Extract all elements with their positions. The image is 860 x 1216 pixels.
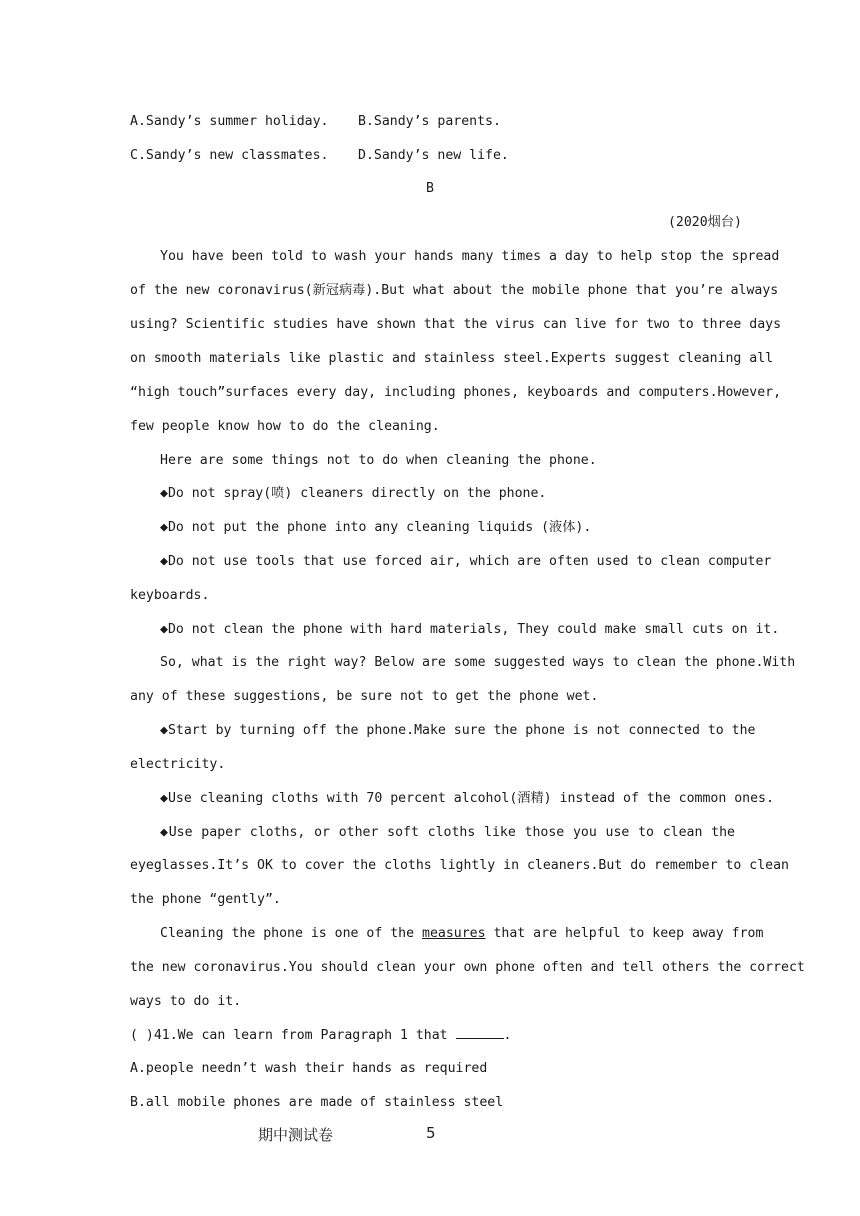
do-item-3-line2: eyeglasses.It’s OK to cover the cloths lightly in cleaners.But do remember to clean [130,858,789,873]
paragraph1-line3: using? Scientific studies have shown that the virus can live for two to three days [130,317,782,332]
question-41 [130,1026,735,1045]
paragraph1-line2: of the new coronavirus(新冠病毒).But what about the mobile phone that you’re always [130,283,779,298]
paragraph4-line1-post: that are helpful to keep away from [485,926,764,941]
answer-blank [456,1026,504,1039]
question-41-stem: ( )41.We can learn from Paragraph 1 that [130,1028,448,1043]
do-item-1-line2: electricity. [130,757,226,772]
do-item-1-line1: ◆Start by turning off the phone.Make sure the phone is not connected to the [160,723,756,738]
paragraph1-line4: on smooth materials like plastic and stainless steel.Experts suggest cleaning all [130,351,774,366]
underlined-word-measures: measures [422,926,486,941]
do-item-3-line3: the phone “gently”. [130,892,281,907]
paragraph1-line1: You have been told to wash your hands many times a day to help stop the spread [160,249,780,264]
section-label: B [426,181,434,196]
option-a: A.Sandy’s summer holiday. [130,114,329,129]
option-c: C.Sandy’s new classmates. [130,148,329,163]
option-b: B.Sandy’s parents. [358,114,501,129]
option-d: D.Sandy’s new life. [358,148,509,163]
dont-item-3-line1: ◆Do not use tools that use forced air, which are often used to clean computer [160,554,772,569]
paragraph4-line1-pre: Cleaning the phone is one of the [160,926,423,941]
option-row-cd [130,147,735,165]
dont-item-4: ◆Do not clean the phone with hard materials, They could make small cuts on it. [160,622,780,637]
question-41-option-b: B.all mobile phones are made of stainless steel [130,1095,504,1110]
paragraph4-line3: ways to do it. [130,994,242,1009]
paragraph3-line1: So, what is the right way? Below are some suggested ways to clean the phone.With [160,655,796,670]
do-item-3-line1: ◆Use paper cloths, or other soft cloths like those you use to clean the [160,825,735,840]
paragraph1-line5: “high touch”surfaces every day, including phones, keyboards and computers.However, [130,385,782,400]
dont-item-1: ◆Do not spray(喷) cleaners directly on the phone. [160,486,547,501]
question-41-option-a: A.people needn’t wash their hands as required [130,1061,488,1076]
paragraph2: Here are some things not to do when cleaning the phone. [160,453,597,468]
paragraph4-line2: the new coronavirus.You should clean your own phone often and tell others the correct [130,960,805,975]
source-label: (2020烟台) [667,215,742,230]
dont-item-3-line2: keyboards. [130,588,210,603]
paragraph1-line6: few people know how to do the cleaning. [130,419,440,434]
paragraph3-line2: any of these suggestions, be sure not to get the phone wet. [130,689,599,704]
page-number: 5 [426,1124,436,1142]
footer-title: 期中测试卷 [258,1126,334,1144]
option-row-ab [130,113,735,131]
do-item-2: ◆Use cleaning cloths with 70 percent alcohol(酒精) instead of the common ones. [160,791,774,806]
dont-item-2: ◆Do not put the phone into any cleaning liquids (液体). [160,520,592,535]
question-41-end: . [503,1028,512,1043]
paragraph4-line1 [160,925,764,943]
